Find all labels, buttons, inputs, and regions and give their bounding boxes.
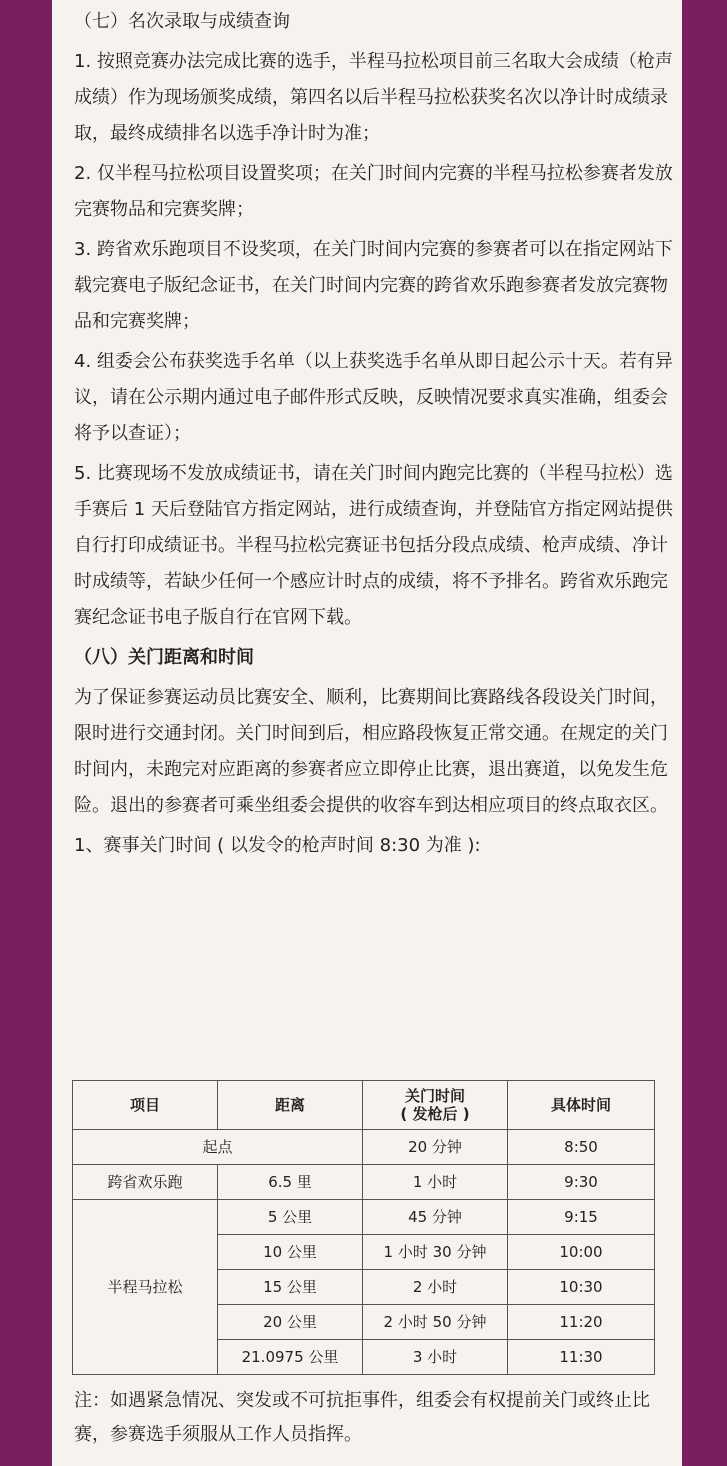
hm-distance: 15 公里 (218, 1270, 363, 1305)
table-row (73, 1165, 655, 1200)
hm-distance: 21.0975 公里 (218, 1340, 363, 1375)
hm-distance: 10 公里 (218, 1235, 363, 1270)
section-7-heading: （七）名次录取与成绩查询 (74, 11, 290, 32)
hm-time: 10:00 (508, 1235, 655, 1270)
document-body (74, 0, 674, 864)
start-cutoff: 20 分钟 (363, 1130, 508, 1165)
table-header-row (73, 1081, 655, 1130)
start-label: 起点 (73, 1130, 363, 1165)
fun-run-time: 9:30 (508, 1165, 655, 1200)
header-cutoff-line1: 关门时间 (404, 1087, 465, 1105)
half-marathon-project: 半程马拉松 (73, 1200, 218, 1375)
table-row (73, 1200, 655, 1235)
start-time: 8:50 (508, 1130, 655, 1165)
hm-distance: 5 公里 (218, 1200, 363, 1235)
note-text: 注：如遇紧急情况、突发或不可抗拒事件，组委会有权提前关门或终止比赛，参赛选手须服从工作人员指挥。 (74, 1390, 650, 1445)
hm-time: 11:20 (508, 1305, 655, 1340)
section-7-item-4: 4. 组委会公布获奖选手名单（以上获奖选手名单从即日起公示十天。若有异议，请在公示期内通过电子邮件形式反映，反映情况要求真实准确，组委会将予以查证）； (74, 351, 673, 444)
cutoff-times-table (72, 1080, 655, 1375)
hm-cutoff: 1 小时 30 分钟 (363, 1235, 508, 1270)
hm-cutoff: 2 小时 (363, 1270, 508, 1305)
header-project: 项目 (73, 1081, 218, 1130)
section-7-item-1: 1. 按照竞赛办法完成比赛的选手，半程马拉松项目前三名取大会成绩（枪声成绩）作为现场颁奖成绩，第四名以后半程马拉松获奖名次以净计时成绩录取，最终成绩排名以选手净计时为准； (74, 51, 673, 144)
header-cutoff-line2: ( 发枪后 ) (400, 1105, 470, 1123)
header-cutoff (363, 1081, 508, 1130)
section-7-item-3: 3. 跨省欢乐跑项目不设奖项，在关门时间内完赛的参赛者可以在指定网站下载完赛电子版纪念证书，在关门时间内完赛的跨省欢乐跑参赛者发放完赛物品和完赛奖牌； (74, 239, 673, 332)
section-7-item-5: 5. 比赛现场不发放成绩证书，请在关门时间内跑完比赛的（半程马拉松）选手赛后 1 天后登陆官方指定网站，进行成绩查询，并登陆官方指定网站提供自行打印成绩证书。半程马拉松完赛证书包括分段点成绩、枪声成绩、净计时成绩等，若缺少任何一个感应计时点的成绩，将不予排名。跨省欢乐跑完赛纪念证书电子版自行在官网下载。 (74, 463, 673, 628)
hm-time: 10:30 (508, 1270, 655, 1305)
cutoff-times-subheading: 1、赛事关门时间 ( 以发令的枪声时间 8:30 为准 ): (74, 835, 481, 856)
hm-time: 9:15 (508, 1200, 655, 1235)
content-panel (52, 0, 682, 1466)
header-distance: 距离 (218, 1081, 363, 1130)
section-8-heading: （八）关门距离和时间 (74, 647, 254, 668)
hm-cutoff: 3 小时 (363, 1340, 508, 1375)
section-7-item-2: 2. 仅半程马拉松项目设置奖项；在关门时间内完赛的半程马拉松参赛者发放完赛物品和完赛奖牌； (74, 163, 673, 220)
fun-run-cutoff: 1 小时 (363, 1165, 508, 1200)
header-time: 具体时间 (508, 1081, 655, 1130)
table-row (73, 1130, 655, 1165)
fun-run-distance: 6.5 里 (218, 1165, 363, 1200)
hm-cutoff: 2 小时 50 分钟 (363, 1305, 508, 1340)
hm-time: 11:30 (508, 1340, 655, 1375)
hm-cutoff: 45 分钟 (363, 1200, 508, 1235)
hm-distance: 20 公里 (218, 1305, 363, 1340)
section-8-paragraph: 为了保证参赛运动员比赛安全、顺利，比赛期间比赛路线各段设关门时间，限时进行交通封闭。关门时间到后，相应路段恢复正常交通。在规定的关门时间内，未跑完对应距离的参赛者应立即停止比赛，退出赛道，以免发生危险。退出的参赛者可乘坐组委会提供的收容车到达相应项目的终点取衣区。 (74, 687, 668, 816)
fun-run-project: 跨省欢乐跑 (73, 1165, 218, 1200)
